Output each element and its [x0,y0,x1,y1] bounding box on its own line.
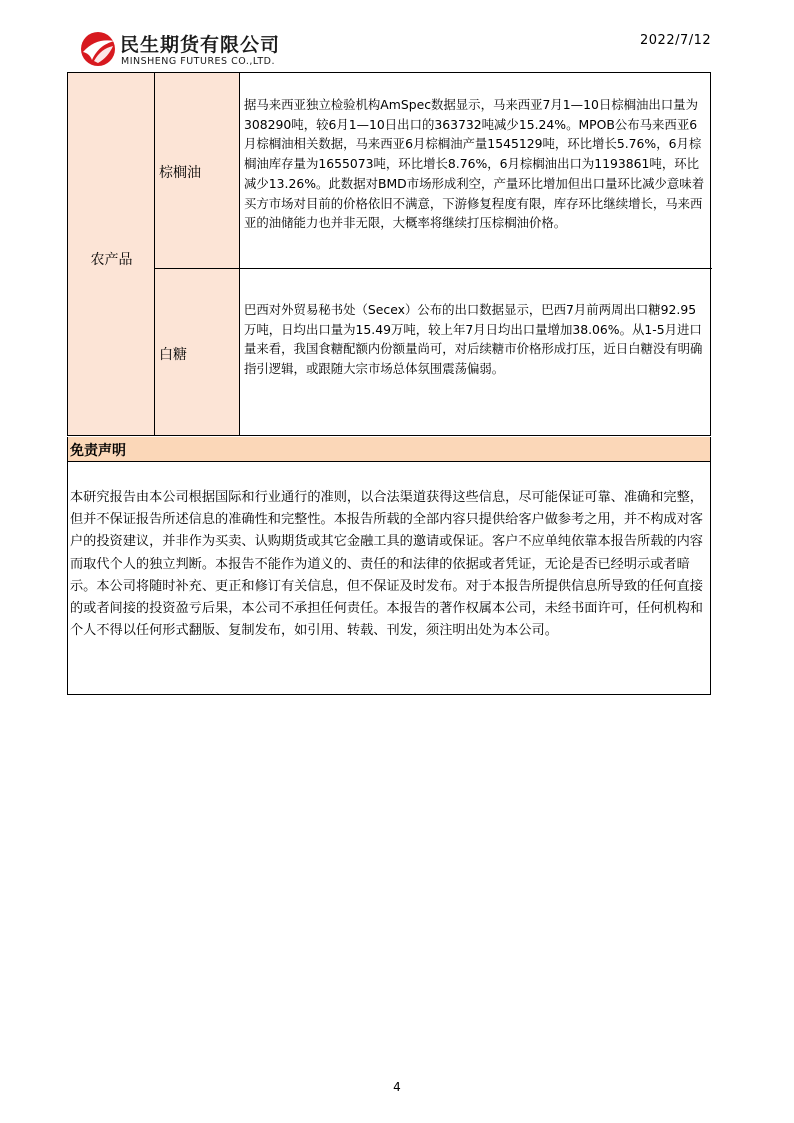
page-header [0,0,794,72]
disclaimer-header [67,437,711,462]
disclaimer-box [67,462,711,695]
row-content-sugar [244,300,706,379]
commodity-table [67,72,711,436]
row-name-palm-oil: 棕榈油 [159,165,201,181]
report-date: 2022/7/12 [640,33,712,48]
category-label: 农产品 [90,252,133,268]
company-logo-icon [80,31,116,67]
row-name-sugar: 白糖 [159,347,187,363]
row-content-palm-oil [244,95,706,233]
company-name-cn: 民生期货有限公司 [120,34,281,56]
row-text-sugar: 巴西对外贸易秘书处（Secex）公布的出口数据显示，巴西7月前两周出口糖92.95万吨，日均出口量为15.49万吨，较上年7月日均出口量增加38.06%。从1-5月进口量来看，我国食糖配额内份额量尚可，对后续糖市价格形成打压，近日白糖没有明确指引逻辑，或跟随大宗市场总体氛围震荡偏弱。 [244,302,703,377]
company-name-en: MINSHENG FUTURES CO.,LTD. [121,56,275,67]
disclaimer-text: 本研究报告由本公司根据国际和行业通行的准则，以合法渠道获得这些信息，尽可能保证可靠、准确和完整，但并不保证报告所述信息的准确性和完整性。本报告所载的全部内容只提供给客户做参考之用，并不构成对客户的投资建议，并非作为买卖、认购期货或其它金融工具的邀请或保证。客户不应单纯依靠本报告所载的内容而取代个人的独立判断。本报告不能作为道义的、责任的和法律的依据或者凭证，无论是否已经明示或者暗示。本公司将随时补充、更正和修订有关信息，但不保证及时发布。对于本报告所提供信息所导致的任何直接的或者间接的投资盈亏后果，本公司不承担任何责任。本报告的著作权属本公司，未经书面许可，任何机构和个人不得以任何形式翻版、复制发布，如引用、转载、刊发，须注明出处为本公司。 [70,490,703,639]
row-text-palm-oil: 据马来西亚独立检验机构AmSpec数据显示，马来西亚7月1—10日棕榈油出口量为308290吨，较6月1—10日出口的363732吨减少15.24%。MPOB公布马来西亚6月棕榈油相关数据，马来西亚6月棕榈油产量1545129吨，环比增长5.76%，6月棕榈油库存量为1655073吨，环比增长8.76%，6月棕榈油出口为1193861吨，环比减少13.26%。此数据对BMD市场形成利空，产量环比增加但出口量环比减少意味着买方市场对目前的价格依旧不满意，下游修复程度有限，库存环比继续增长，马来西亚的油储能力也并非无限，大概率将继续打压棕榈油价格。 [244,97,705,231]
row-name-cell [155,73,240,269]
row-name-cell [155,269,240,435]
disclaimer-title: 免责声明 [70,443,126,459]
category-cell [68,73,155,435]
page-number: 4 [393,1080,401,1094]
